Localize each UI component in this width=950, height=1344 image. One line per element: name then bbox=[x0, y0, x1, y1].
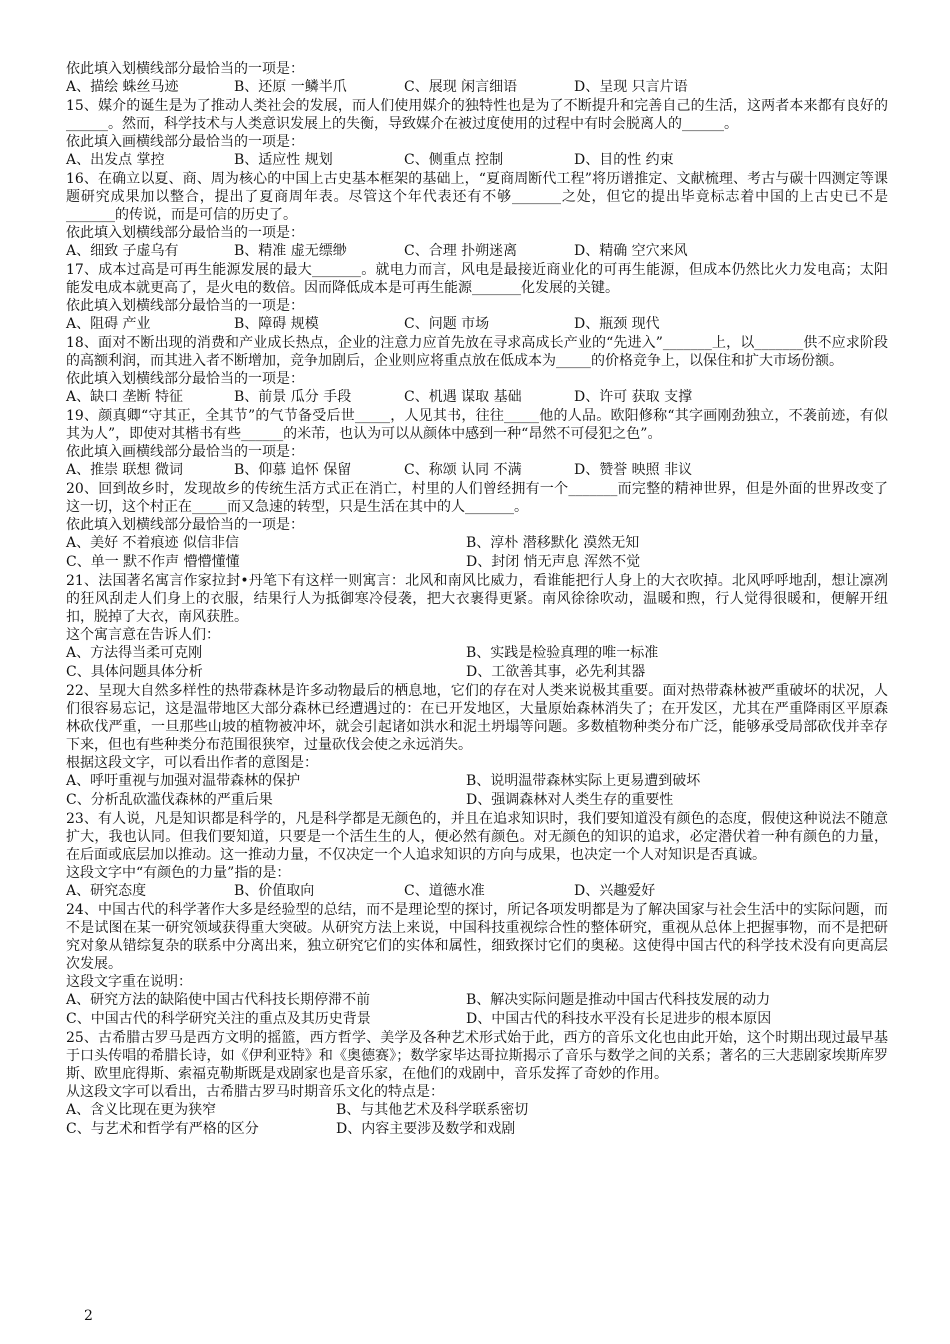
answer-option: B、适应性 规划 bbox=[234, 152, 333, 168]
question-paragraph: 19、颜真卿“守其正，全其节”的气节备受后世_____，人见其书，往往_____他的人品。欧阳修称“其字画刚劲独立，不袭前迹，有似其为人”，即使对其楷书有些______的米芾，也认为可以从颜体中感到一种“昂然不可侵犯之色”。 bbox=[66, 408, 888, 442]
answer-option: B、仰慕 追怀 保留 bbox=[234, 462, 352, 478]
question-prompt: 依此填入划横线部分最恰当的一项是： bbox=[66, 371, 304, 387]
answer-option: D、精确 空穴来风 bbox=[574, 243, 688, 259]
question-paragraph: 16、在确立以夏、商、周为核心的中国上古史基本框架的基础上，“夏商周断代工程”将历谱推定、文献梳理、考古与碳十四测定等课题研究成果加以整合，提出了夏商周年表。尽管这个年代表还有不够_______之处，但它的提出毕竟标志着中国的上古史已不是_______的传说，而是可信的历史了。 bbox=[66, 171, 888, 223]
answer-option: B、说明温带森林实际上更易遭到破坏 bbox=[466, 773, 701, 789]
answer-options-row bbox=[66, 151, 888, 169]
answer-option: A、研究态度 bbox=[66, 883, 147, 899]
answer-option: A、含义比现在更为狭窄 bbox=[66, 1102, 217, 1118]
answer-option: B、价值取向 bbox=[234, 883, 315, 899]
answer-options-row bbox=[66, 882, 888, 900]
question-prompt: 依此填入划横线部分最恰当的一项是： bbox=[66, 298, 304, 314]
answer-option: D、中国古代的科技水平没有长足进步的根本原因 bbox=[466, 1011, 772, 1027]
question-paragraph: 20、回到故乡时，发现故乡的传统生活方式正在消亡，村里的人们曾经拥有一个_______而完整的精神世界，但是外面的世界改变了这一切，这个村正在_____而又急速的转型，只是生活在其中的人_______。 bbox=[66, 481, 888, 515]
answer-options-row bbox=[66, 663, 888, 681]
answer-option: A、阻碍 产业 bbox=[66, 316, 151, 332]
question-prompt: 依此填入划横线部分最恰当的一项是： bbox=[66, 61, 304, 77]
answer-option: A、出发点 掌控 bbox=[66, 152, 165, 168]
answer-option: A、推崇 联想 微词 bbox=[66, 462, 184, 478]
answer-option: D、许可 获取 支撑 bbox=[574, 389, 693, 405]
question-paragraph: 15、媒介的诞生是为了推动人类社会的发展，而人们使用媒介的独特性也是为了不断提升和完善自己的生活，这两者本来都有良好的______。然而，科学技术与人类意识发展上的失衡，导致媒介在被过度使用的过程中有时会脱离人的______。 bbox=[66, 98, 888, 132]
question-paragraph: 25、古希腊古罗马是西方文明的摇篮，西方哲学、美学及各种艺术形式始于此，西方的音乐文化也由此开始，这个时期出现过最早基于口头传唱的希腊长诗，如《伊利亚特》和《奥德赛》；数学家毕达哥拉斯揭示了音乐与数学之间的关系；著名的三大悲剧家埃斯库罗斯、欧里庇得斯、索福克勒斯既是戏剧家也是音乐家，在他们的戏剧中，音乐发挥了奇妙的作用。 bbox=[66, 1030, 888, 1082]
question-paragraph: 21、法国著名寓言作家拉封•丹笔下有这样一则寓言：北风和南风比威力，看谁能把行人身上的大衣吹掉。北风呼呼地刮，想让凛冽的狂风刮走人们身上的衣服，结果行人为抵御寒冷侵袭，把大衣裹得更紧。南风徐徐吹动，温暖和煦，行人觉得很暖和，便解开纽扣，脱掉了大衣，南风获胜。 bbox=[66, 573, 888, 625]
answer-options-row bbox=[66, 1120, 888, 1138]
question-prompt: 这段文字重在说明： bbox=[66, 974, 192, 990]
question-prompt: 依此填入画横线部分最恰当的一项是： bbox=[66, 134, 304, 150]
answer-option: C、侧重点 控制 bbox=[404, 152, 504, 168]
answer-option: C、问题 市场 bbox=[404, 316, 490, 332]
answer-option: D、呈现 只言片语 bbox=[574, 79, 688, 95]
answer-option: C、分析乱砍滥伐森林的严重后果 bbox=[66, 792, 273, 808]
answer-option: D、工欲善其事，必先利其器 bbox=[466, 664, 646, 680]
answer-option: A、方法得当柔可克刚 bbox=[66, 645, 203, 661]
answer-option: C、机遇 谋取 基础 bbox=[404, 389, 522, 405]
question-prompt: 依此填入画横线部分最恰当的一项是： bbox=[66, 444, 304, 460]
page-number: 2 bbox=[84, 1308, 93, 1324]
question-prompt: 根据这段文字，可以看出作者的意图是： bbox=[66, 755, 318, 771]
answer-option: C、道德水准 bbox=[404, 883, 485, 899]
answer-option: A、缺口 垄断 特征 bbox=[66, 389, 184, 405]
answer-option: C、单一 默不作声 懵懵懂懂 bbox=[66, 554, 240, 570]
answer-options-row bbox=[66, 991, 888, 1009]
answer-option: C、与艺术和哲学有严格的区分 bbox=[66, 1121, 259, 1137]
answer-option: D、瓶颈 现代 bbox=[574, 316, 660, 332]
answer-option: B、实践是检验真理的唯一标准 bbox=[466, 645, 659, 661]
answer-option: B、解决实际问题是推动中国古代科技发展的动力 bbox=[466, 992, 771, 1008]
question-prompt: 这个寓言意在告诉人们： bbox=[66, 627, 220, 643]
question-prompt: 这段文字中“有颜色的力量”指的是： bbox=[66, 865, 291, 881]
answer-option: A、美好 不着痕迹 似信非信 bbox=[66, 535, 240, 551]
answer-option: B、与其他艺术及科学联系密切 bbox=[336, 1102, 529, 1118]
answer-option: B、精准 虚无缥缈 bbox=[234, 243, 347, 259]
answer-options-row bbox=[66, 772, 888, 790]
answer-options-row bbox=[66, 1010, 888, 1028]
answer-option: A、描绘 蛛丝马迹 bbox=[66, 79, 179, 95]
question-prompt: 从这段文字可以看出，古希腊古罗马时期音乐文化的特点是： bbox=[66, 1084, 444, 1100]
answer-option: B、前景 瓜分 手段 bbox=[234, 389, 352, 405]
answer-options-row bbox=[66, 461, 888, 479]
answer-option: A、研究方法的缺陷使中国古代科技长期停滞不前 bbox=[66, 992, 371, 1008]
answer-option: D、封闭 悄无声息 浑然不觉 bbox=[466, 554, 641, 570]
document-body bbox=[66, 60, 888, 1139]
question-paragraph: 18、面对不断出现的消费和产业成长热点，企业的注意力应首先放在寻求高成长产业的“先进入”_______上，以_______供不应求阶段的高额利润，而其进入者不断增加，竞争加剧后，企业则应将重点放在低成本为_____的价格竞争上，以保住和扩大市场份额。 bbox=[66, 335, 888, 369]
answer-option: D、强调森林对人类生存的重要性 bbox=[466, 792, 674, 808]
answer-option: A、呼吁重视与加强对温带森林的保护 bbox=[66, 773, 301, 789]
answer-option: C、中国古代的科学研究关注的重点及其历史背景 bbox=[66, 1011, 371, 1027]
question-paragraph: 22、呈现大自然多样性的热带森林是许多动物最后的栖息地，它们的存在对人类来说极其重要。面对热带森林被严重破坏的状况，人们很容易忘记，这是温带地区大部分森林已经遭遇过的：在已开发地区，大量原始森林消失了；在开发区，尤其在严重降雨区平原森林砍伐严重，一旦那些山坡的植物被冲坏，就会引起诸如洪水和泥土坍塌等问题。多数植物种类分布广泛，能够承受局部砍伐并幸存下来，但也有些种类分布范围很狭窄，过量砍伐会使之永远消失。 bbox=[66, 683, 888, 753]
answer-option: A、细致 子虚乌有 bbox=[66, 243, 179, 259]
answer-options-row bbox=[66, 388, 888, 406]
answer-option: D、目的性 约束 bbox=[574, 152, 674, 168]
answer-option: C、称颂 认同 不满 bbox=[404, 462, 522, 478]
question-paragraph: 23、有人说，凡是知识都是科学的，凡是科学都是无颜色的，并且在追求知识时，我们要知道没有颜色的态度，假使这种说法不随意扩大，我也认同。但我们要知道，只要是一个活生生的人，便必然有颜色。对无颜色的知识的追求，必定潜伏着一种有颜色的力量，在后面或底层加以推动。这一推动力量，不仅决定一个人追求知识的方向与成果，也决定一个人对知识是否真诚。 bbox=[66, 811, 888, 863]
answer-options-row bbox=[66, 553, 888, 571]
answer-options-row bbox=[66, 791, 888, 809]
answer-options-row bbox=[66, 315, 888, 333]
answer-options-row bbox=[66, 78, 888, 96]
answer-options-row bbox=[66, 1101, 888, 1119]
answer-option: D、内容主要涉及数学和戏剧 bbox=[336, 1121, 516, 1137]
question-prompt: 依此填入划横线部分最恰当的一项是： bbox=[66, 225, 304, 241]
question-paragraph: 17、成本过高是可再生能源发展的最大_______。就电力而言，风电是最接近商业化的可再生能源，但成本仍然比火力发电高；太阳能发电成本就更高了，是火电的数倍。因而降低成本是可再生能源_______化发展的关键。 bbox=[66, 262, 888, 296]
answer-option: D、兴趣爱好 bbox=[574, 883, 656, 899]
answer-option: C、具体问题具体分析 bbox=[66, 664, 203, 680]
answer-option: B、障碍 规模 bbox=[234, 316, 319, 332]
answer-options-row bbox=[66, 534, 888, 552]
answer-options-row bbox=[66, 242, 888, 260]
answer-options-row bbox=[66, 644, 888, 662]
answer-option: D、赞誉 映照 非议 bbox=[574, 462, 693, 478]
answer-option: C、展现 闲言细语 bbox=[404, 79, 518, 95]
question-prompt: 依此填入划横线部分最恰当的一项是： bbox=[66, 517, 304, 533]
answer-option: B、淳朴 潜移默化 漠然无知 bbox=[466, 535, 640, 551]
answer-option: B、还原 一鳞半爪 bbox=[234, 79, 347, 95]
answer-option: C、合理 扑朔迷离 bbox=[404, 243, 518, 259]
question-paragraph: 24、中国古代的科学著作大多是经验型的总结，而不是理论型的探讨，所记各项发明都是为了解决国家与社会生活中的实际问题，而不是试图在某一研究领域获得重大突破。从研究方法上来说，中国科技重视综合性的整体研究，重视从总体上把握事物，而不是把研究对象从错综复杂的联系中分离出来，独立研究它们的实体和属性，细致探讨它们的奥秘。这使得中国古代的科学技术没有向更高层次发展。 bbox=[66, 902, 888, 972]
